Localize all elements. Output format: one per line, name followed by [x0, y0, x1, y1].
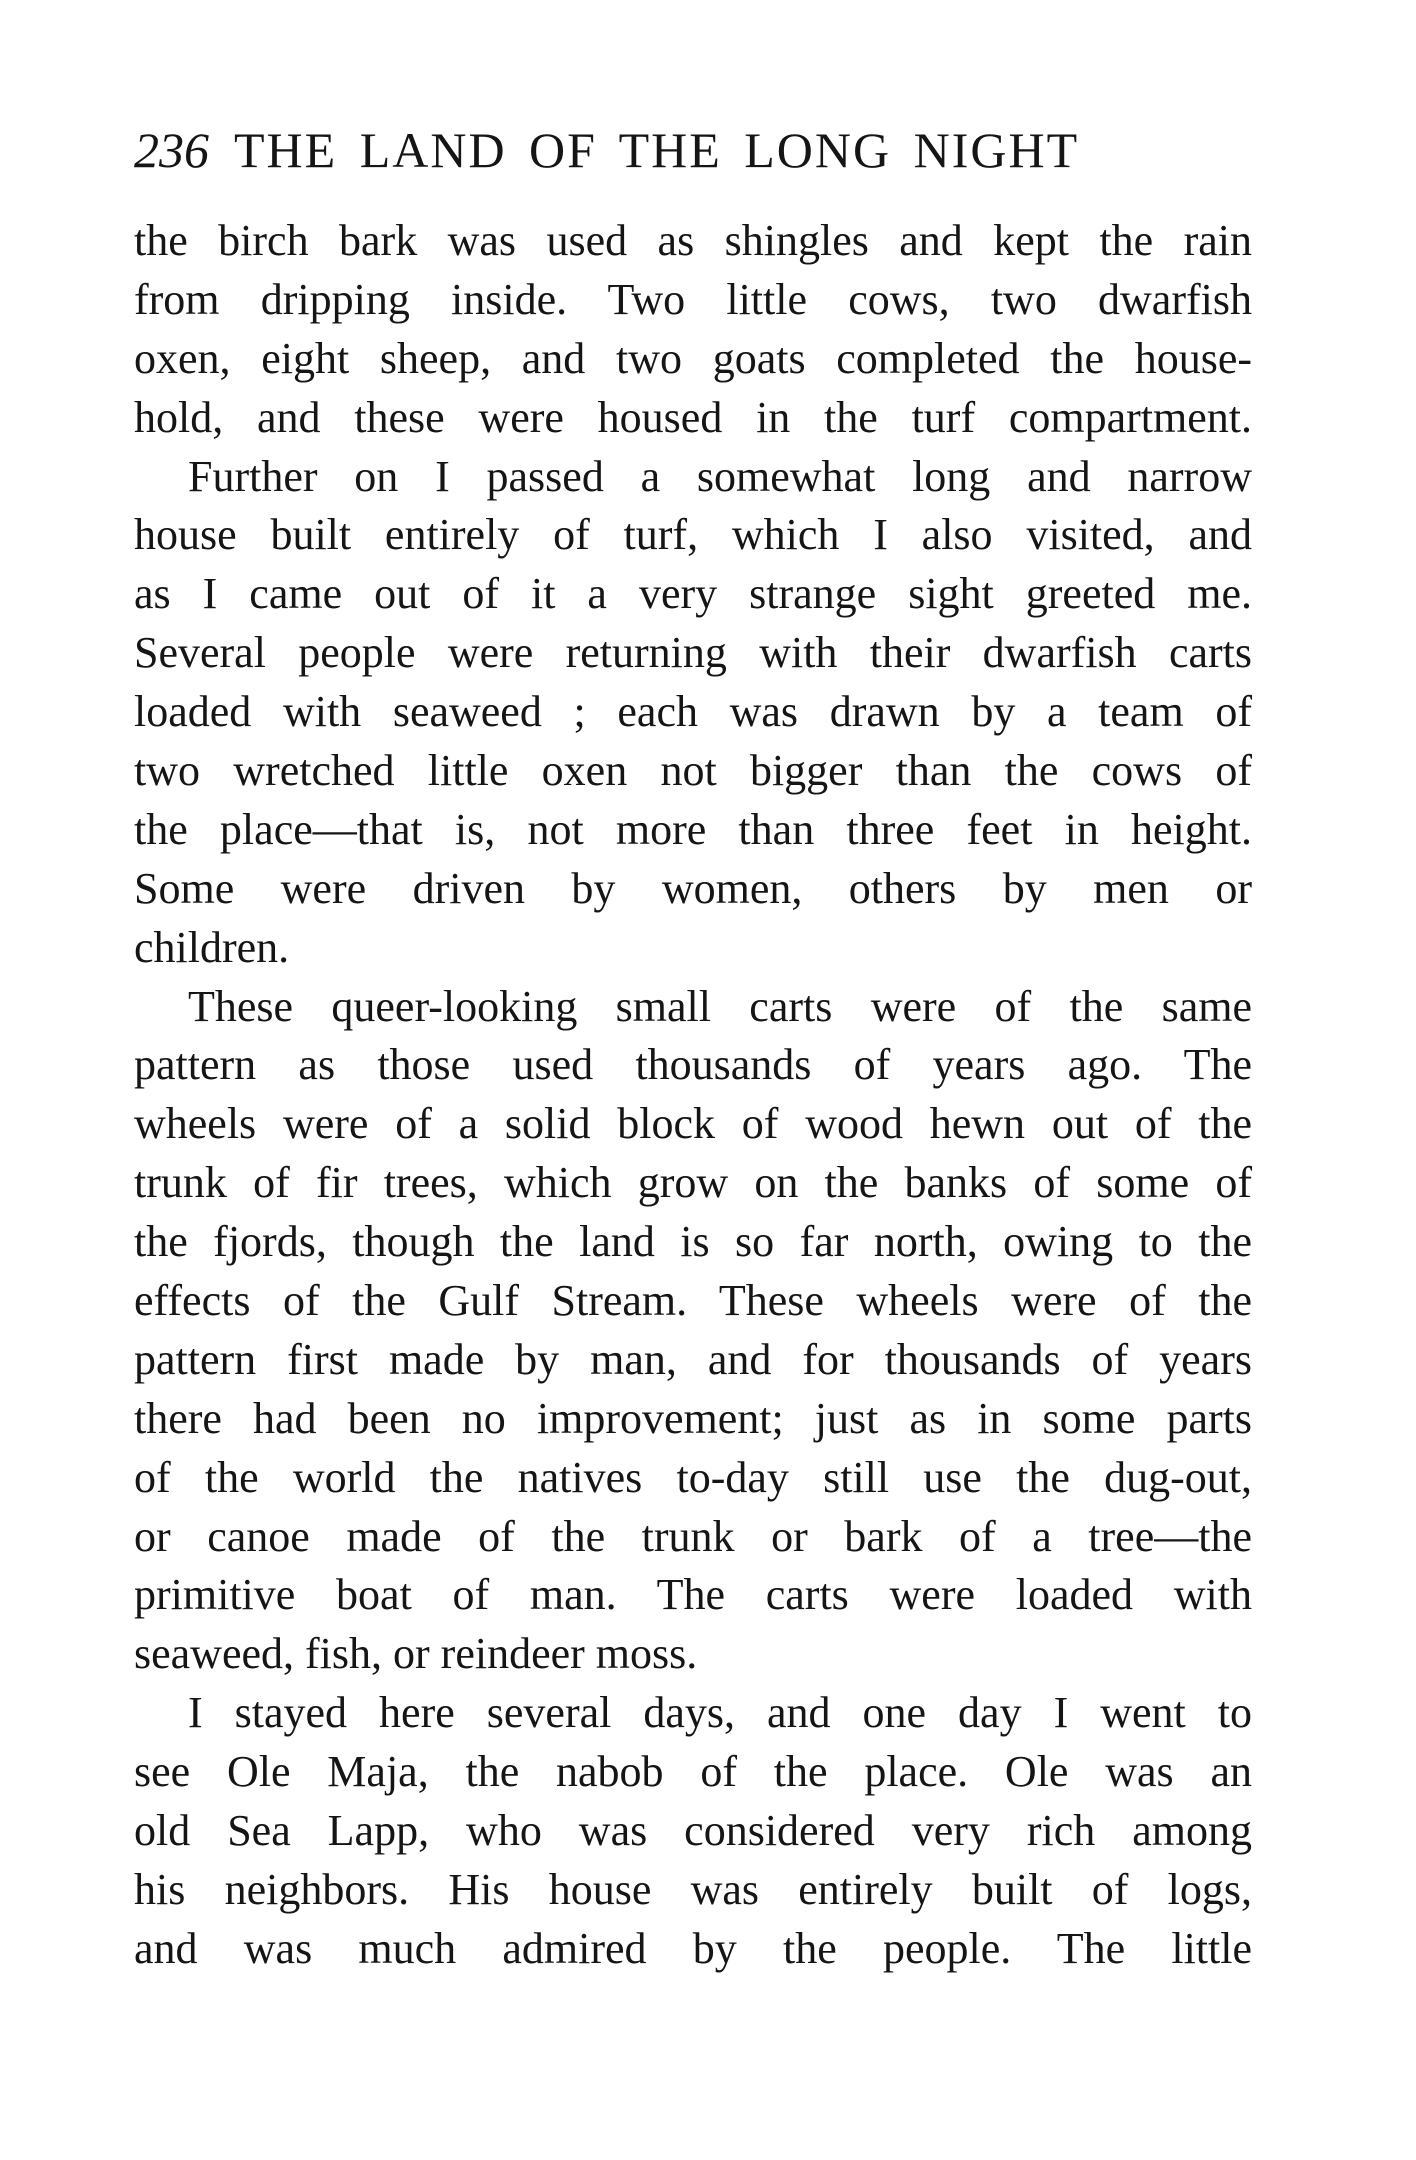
- text-line: of the world the natives to-day still use the dug-out,: [134, 1452, 1252, 1502]
- text-line: his neighbors. His house was entirely built of logs,: [134, 1864, 1252, 1914]
- text-line: Several people were returning with their dwarfish carts: [134, 628, 1252, 678]
- paragraph: [134, 1684, 1252, 1978]
- text-line: trunk of fir trees, which grow on the banks of some of: [134, 1158, 1252, 1208]
- text-line: hold, and these were housed in the turf compartment.: [134, 392, 1252, 442]
- page-header: [134, 118, 1252, 182]
- text-line: old Sea Lapp, who was considered very rich among: [134, 1806, 1252, 1856]
- text-line: the fjords, though the land is so far north, owing to the: [134, 1217, 1252, 1267]
- text-line: wheels were of a solid block of wood hewn out of the: [134, 1099, 1252, 1149]
- text-line: pattern first made by man, and for thousands of years: [134, 1334, 1252, 1384]
- text-line: or canoe made of the trunk or bark of a tree—the: [134, 1511, 1252, 1561]
- running-title: THE LAND OF THE LONG NIGHT: [234, 122, 1080, 178]
- text-line: seaweed, fish, or reindeer moss.: [134, 1629, 698, 1679]
- text-line: loaded with seaweed ; each was drawn by a team of: [134, 687, 1252, 737]
- text-line: there had been no improvement; just as in some parts: [134, 1393, 1252, 1443]
- paragraph: [134, 212, 1252, 448]
- text-line: I stayed here several days, and one day I went to: [188, 1688, 1252, 1738]
- paragraph: [134, 978, 1252, 1685]
- text-line: These queer-looking small carts were of the same: [188, 981, 1252, 1031]
- body-text: [134, 212, 1252, 1979]
- text-line: the birch bark was used as shingles and kept the rain: [134, 216, 1252, 265]
- text-line: and was much admired by the people. The little: [134, 1923, 1252, 1973]
- text-line: effects of the Gulf Stream. These wheels were of the: [134, 1276, 1252, 1326]
- text-line: two wretched little oxen not bigger than the cows of: [134, 746, 1252, 796]
- text-line: as I came out of it a very strange sight greeted me.: [134, 569, 1252, 619]
- text-line: the place—that is, not more than three feet in height.: [134, 804, 1252, 854]
- page-number: 236: [134, 122, 209, 178]
- text-line: pattern as those used thousands of years ago. The: [134, 1040, 1252, 1090]
- text-line: from dripping inside. Two little cows, two dwarfish: [134, 274, 1252, 324]
- text-line: primitive boat of man. The carts were loaded with: [134, 1570, 1252, 1620]
- text-line: Some were driven by women, others by men or: [134, 863, 1252, 913]
- text-line: see Ole Maja, the nabob of the place. Ole was an: [134, 1747, 1252, 1797]
- text-line: Further on I passed a somewhat long and narrow: [188, 451, 1252, 501]
- paragraph: [134, 448, 1252, 978]
- text-line: children.: [134, 922, 290, 972]
- text-line: oxen, eight sheep, and two goats completed the house-: [134, 333, 1252, 383]
- text-line: house built entirely of turf, which I also visited, and: [134, 510, 1252, 560]
